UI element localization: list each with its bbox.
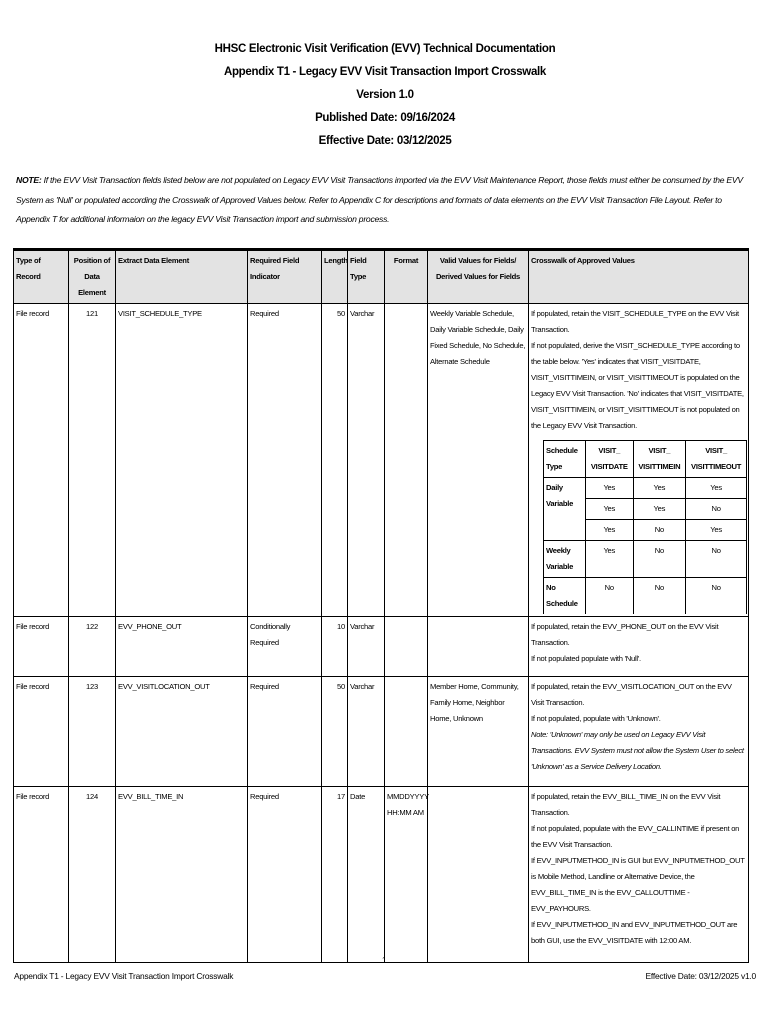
cell-crosswalk xyxy=(529,304,749,617)
sub-cell: Yes xyxy=(686,478,747,499)
table-row xyxy=(14,304,749,617)
cell-position: 124 xyxy=(69,787,116,963)
col-header-required: Required Field Indicator xyxy=(248,250,322,304)
crosswalk-line: If populated, retain the VISIT_SCHEDULE_TYPE on the EVV Visit Transaction. xyxy=(531,309,739,334)
cell-format xyxy=(385,617,428,677)
cell-field-type: Date xyxy=(348,787,385,963)
cell-required: Required xyxy=(248,787,322,963)
crosswalk-line: If not populated, populate with 'Unknown'. xyxy=(531,714,661,723)
cell-length: 50 xyxy=(322,677,348,787)
cell-valid-values: Member Home, Community, Family Home, Neighbor Home, Unknown xyxy=(428,677,529,787)
published-date: Published Date: 09/16/2024 xyxy=(315,112,455,124)
cell-position: 123 xyxy=(69,677,116,787)
crosswalk-line: If not populated, populate with the EVV_CALLINTIME if present on the EVV Visit Transaction. xyxy=(531,824,740,849)
sub-cell: Yes xyxy=(586,499,634,520)
note-paragraph xyxy=(16,171,751,230)
sub-cell: Yes xyxy=(686,520,747,541)
doc-title: HHSC Electronic Visit Verification (EVV) Technical Documentation xyxy=(214,43,556,55)
crosswalk-line: If EVV_INPUTMETHOD_IN is GUI but EVV_INPUTMETHOD_OUT is Mobile Method, Landline or Alternative Device, the EVV_BILL_TIME_IN is the EVV_CALLOUTTIME - EVV_PAYHOURS. xyxy=(531,856,745,913)
cell-crosswalk xyxy=(529,617,749,677)
sub-cell: Yes xyxy=(586,478,634,499)
crosswalk-line: If populated, retain the EVV_VISITLOCATION_OUT on the EVV Visit Transaction. xyxy=(531,682,732,707)
footer-right: Effective Date: 03/12/2025 v1.0 xyxy=(645,971,756,981)
sub-cell: Yes xyxy=(586,541,634,578)
cell-element: EVV_VISITLOCATION_OUT xyxy=(116,677,248,787)
page-number: 1 xyxy=(382,956,387,965)
sub-label-weekly-variable: Weekly Variable xyxy=(544,541,586,578)
col-header-format: Format xyxy=(385,250,428,304)
crosswalk-line: If EVV_INPUTMETHOD_IN and EVV_INPUTMETHOD_OUT are both GUI, use the EVV_VISITDATE with 12:00 AM. xyxy=(531,920,738,945)
sub-cell: No xyxy=(686,499,747,520)
footer-left: Appendix T1 - Legacy EVV Visit Transaction Import Crosswalk xyxy=(14,971,234,981)
cell-format: MMDDYYYY HH:MM AM xyxy=(385,787,428,963)
crosswalk-line: If populated, retain the EVV_PHONE_OUT on the EVV Visit Transaction. xyxy=(531,622,719,647)
crosswalk-line: If populated, retain the EVV_BILL_TIME_IN on the EVV Visit Transaction. xyxy=(531,792,721,817)
cell-length: 17 xyxy=(322,787,348,963)
schedule-type-subtable xyxy=(543,440,747,614)
crosswalk-table xyxy=(13,248,749,963)
sub-cell: No xyxy=(633,578,686,615)
appendix-title: Appendix T1 - Legacy EVV Visit Transaction Import Crosswalk xyxy=(223,66,547,78)
note-label: NOTE: xyxy=(16,175,42,185)
cell-type: File record xyxy=(14,304,69,617)
sub-header-visittimeout: VISIT_ VISITTIMEOUT xyxy=(686,441,747,478)
sub-label-daily-variable: Daily Variable xyxy=(544,478,586,541)
table-row xyxy=(14,787,749,963)
cell-type: File record xyxy=(14,617,69,677)
sub-cell: No xyxy=(686,578,747,615)
table-row xyxy=(14,677,749,787)
cell-element: EVV_BILL_TIME_IN xyxy=(116,787,248,963)
cell-element: VISIT_SCHEDULE_TYPE xyxy=(116,304,248,617)
crosswalk-line: If not populated, derive the VISIT_SCHEDULE_TYPE according to the table below. 'Yes' indicates that VISIT_VISITDATE, VISIT_VISITTIMEIN, or VISIT_VISITTIMEOUT is populated on the Legacy EVV Visit Transaction. 'No' indicates that VISIT_VISITDATE, VISIT_VISITTIMEIN, or VISIT_VISITTIMEOUT is not populated on the Legacy EVV Visit Transaction. xyxy=(531,341,744,430)
cell-field-type: Varchar xyxy=(348,304,385,617)
cell-required: Required xyxy=(248,677,322,787)
sub-header-visittimein: VISIT_ VISITTIMEIN xyxy=(633,441,686,478)
cell-type: File record xyxy=(14,677,69,787)
cell-field-type: Varchar xyxy=(348,677,385,787)
cell-required: Required xyxy=(248,304,322,617)
cell-field-type: Varchar xyxy=(348,617,385,677)
cell-crosswalk xyxy=(529,787,749,963)
table-header-row xyxy=(14,250,749,304)
col-header-length: Length xyxy=(322,250,348,304)
cell-format xyxy=(385,677,428,787)
sub-cell: Yes xyxy=(586,520,634,541)
col-header-valid-values: Valid Values for Fields/ Derived Values for Fields xyxy=(428,250,529,304)
cell-length: 10 xyxy=(322,617,348,677)
col-header-position: Position of Data Element xyxy=(69,250,116,304)
crosswalk-note: Note: 'Unknown' may only be used on Legacy EVV Visit Transactions. EVV System must not allow the System User to select 'Unknown' as a Service Delivery Location. xyxy=(531,730,744,771)
cell-crosswalk xyxy=(529,677,749,787)
cell-format xyxy=(385,304,428,617)
cell-valid-values: Weekly Variable Schedule, Daily Variable Schedule, Daily Fixed Schedule, No Schedule, Alternate Schedule xyxy=(428,304,529,617)
cell-type: File record xyxy=(14,787,69,963)
sub-cell: Yes xyxy=(633,478,686,499)
cell-position: 121 xyxy=(69,304,116,617)
sub-header-schedule-type: Schedule Type xyxy=(544,441,586,478)
effective-date: Effective Date: 03/12/2025 xyxy=(318,135,452,147)
cell-length: 50 xyxy=(322,304,348,617)
col-header-type: Type of Record xyxy=(14,250,69,304)
version: Version 1.0 xyxy=(356,89,414,101)
cell-valid-values xyxy=(428,617,529,677)
col-header-element: Extract Data Element xyxy=(116,250,248,304)
sub-cell: No xyxy=(586,578,634,615)
col-header-field-type: Field Type xyxy=(348,250,385,304)
sub-cell: Yes xyxy=(633,499,686,520)
cell-required: Conditionally Required xyxy=(248,617,322,677)
note-text: If the EVV Visit Transaction fields listed below are not populated on Legacy EVV Visit Transactions imported via the EVV Visit Maintenance Report, those fields must either be consumed by the EVV System as 'Null' or populated according the Crosswalk of Approved Values below. Refer to Appendix C for descriptions and formats of data elements on the EVV Visit Transaction File Layout. Refer to Appendix T for additional informaion on the legacy EVV Visit Transaction import and submission process. xyxy=(16,175,743,224)
col-header-crosswalk: Crosswalk of Approved Values xyxy=(529,250,749,304)
sub-cell: No xyxy=(633,520,686,541)
cell-element: EVV_PHONE_OUT xyxy=(116,617,248,677)
crosswalk-line: If not populated populate with 'Null'. xyxy=(531,654,641,663)
table-row xyxy=(14,617,749,677)
sub-cell: No xyxy=(633,541,686,578)
sub-header-visitdate: VISIT_ VISITDATE xyxy=(586,441,634,478)
sub-label-no-schedule: No Schedule xyxy=(544,578,586,615)
cell-valid-values xyxy=(428,787,529,963)
cell-position: 122 xyxy=(69,617,116,677)
document-header xyxy=(0,38,770,153)
sub-cell: No xyxy=(686,541,747,578)
